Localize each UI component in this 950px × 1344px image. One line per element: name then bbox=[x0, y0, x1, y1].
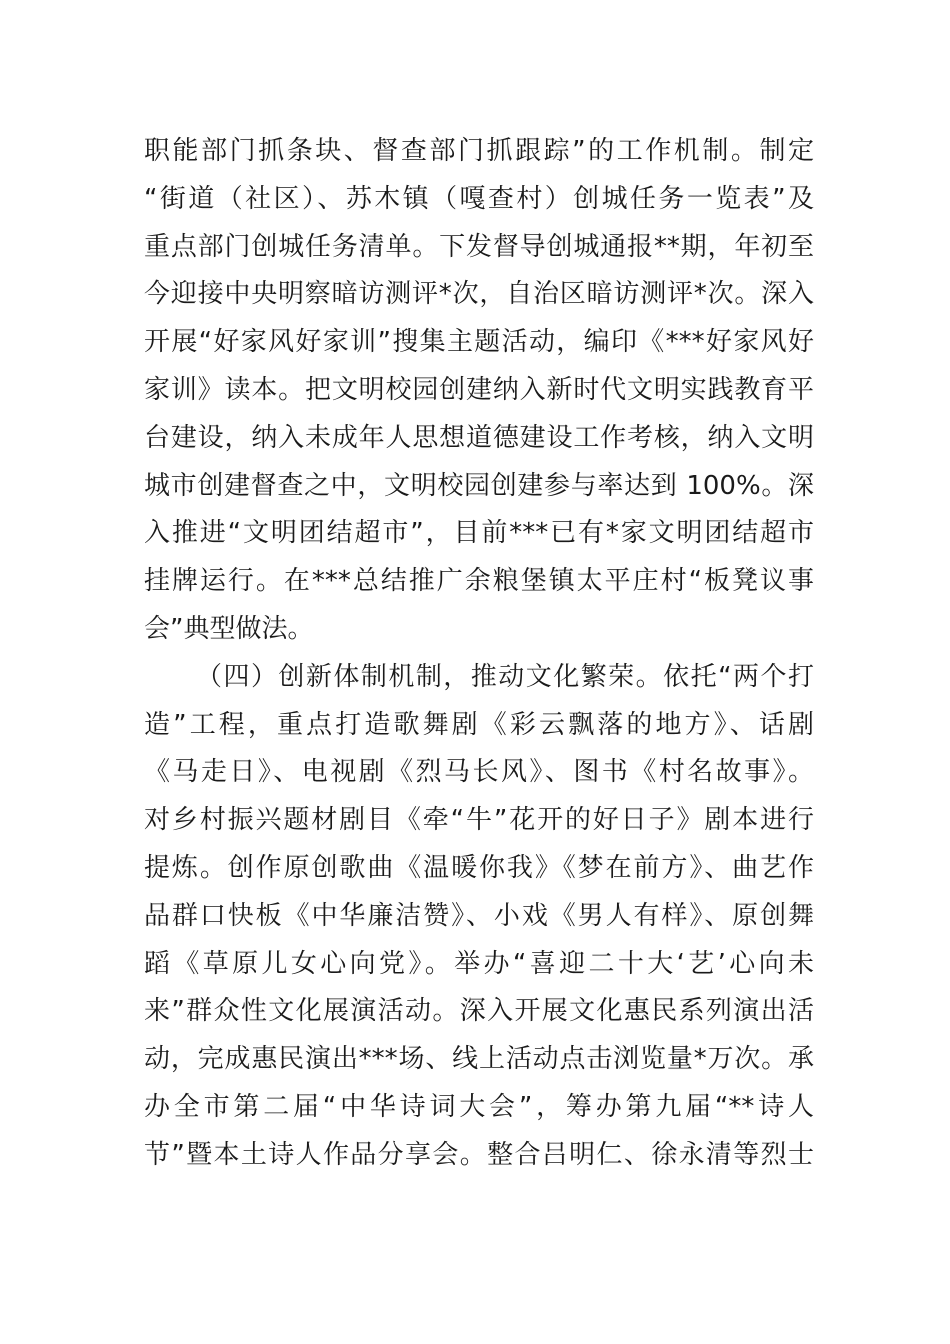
paragraph-line: 城市创建督查之中，文明校园创建参与率达到 100%。深 bbox=[144, 470, 814, 501]
paragraph-line: 造”工程，重点打造歌舞剧《彩云飘落的地方》、话剧 bbox=[144, 709, 814, 740]
paragraph-line: 蹈《草原儿女心向党》。举办“喜迎二十大‘艺’心向未 bbox=[144, 948, 814, 979]
paragraph-line: 品群口快板《中华廉洁赞》、小戏《男人有样》、原创舞 bbox=[144, 900, 814, 931]
paragraph-line: 家训》读本。把文明校园创建纳入新时代文明实践教育平 bbox=[144, 374, 814, 405]
paragraph-line: 对乡村振兴题材剧目《牵“牛”花开的好日子》剧本进行 bbox=[144, 805, 814, 836]
paragraph-line: 入推进“文明团结超市”，目前***已有*家文明团结超市 bbox=[144, 518, 814, 549]
paragraph-line: 职能部门抓条块、督查部门抓跟踪”的工作机制。制定 bbox=[144, 136, 814, 166]
paragraph-line: 今迎接中央明察暗访测评*次，自治区暗访测评*次。深入 bbox=[144, 279, 814, 310]
paragraph-heading-line: （四）创新体制机制，推动文化繁荣。依托“两个打 bbox=[196, 661, 814, 692]
paragraph-line: 动，完成惠民演出***场、线上活动点击浏览量*万次。承 bbox=[144, 1044, 814, 1075]
paragraph-line: 来”群众性文化展演活动。深入开展文化惠民系列演出活 bbox=[144, 996, 814, 1027]
paragraph-line: 提炼。创作原创歌曲《温暖你我》《梦在前方》、曲艺作 bbox=[144, 852, 814, 883]
paragraph-line: “街道（社区）、苏木镇（嘎查村）创城任务一览表”及 bbox=[144, 183, 814, 214]
document-body bbox=[144, 128, 814, 1180]
paragraph-1 bbox=[144, 128, 814, 654]
paragraph-line: 《马走日》、电视剧《烈马长风》、图书《村名故事》。 bbox=[144, 757, 814, 788]
paragraph-line: 开展“好家风好家训”搜集主题活动，编印《***好家风好 bbox=[144, 327, 814, 358]
paragraph-line: 挂牌运行。在***总结推广余粮堡镇太平庄村“板凳议事 bbox=[144, 566, 814, 597]
paragraph-line: 台建设，纳入未成年人思想道德建设工作考核，纳入文明 bbox=[144, 422, 814, 453]
paragraph-2 bbox=[144, 654, 814, 1180]
paragraph-line: 节”暨本土诗人作品分享会。整合吕明仁、徐永清等烈士 bbox=[144, 1139, 814, 1170]
paragraph-line: 会”典型做法。 bbox=[144, 613, 314, 644]
paragraph-line: 重点部门创城任务清单。下发督导创城通报**期，年初至 bbox=[144, 231, 814, 262]
paragraph-line: 办全市第二届“中华诗词大会”，筹办第九届“**诗人 bbox=[144, 1091, 814, 1122]
